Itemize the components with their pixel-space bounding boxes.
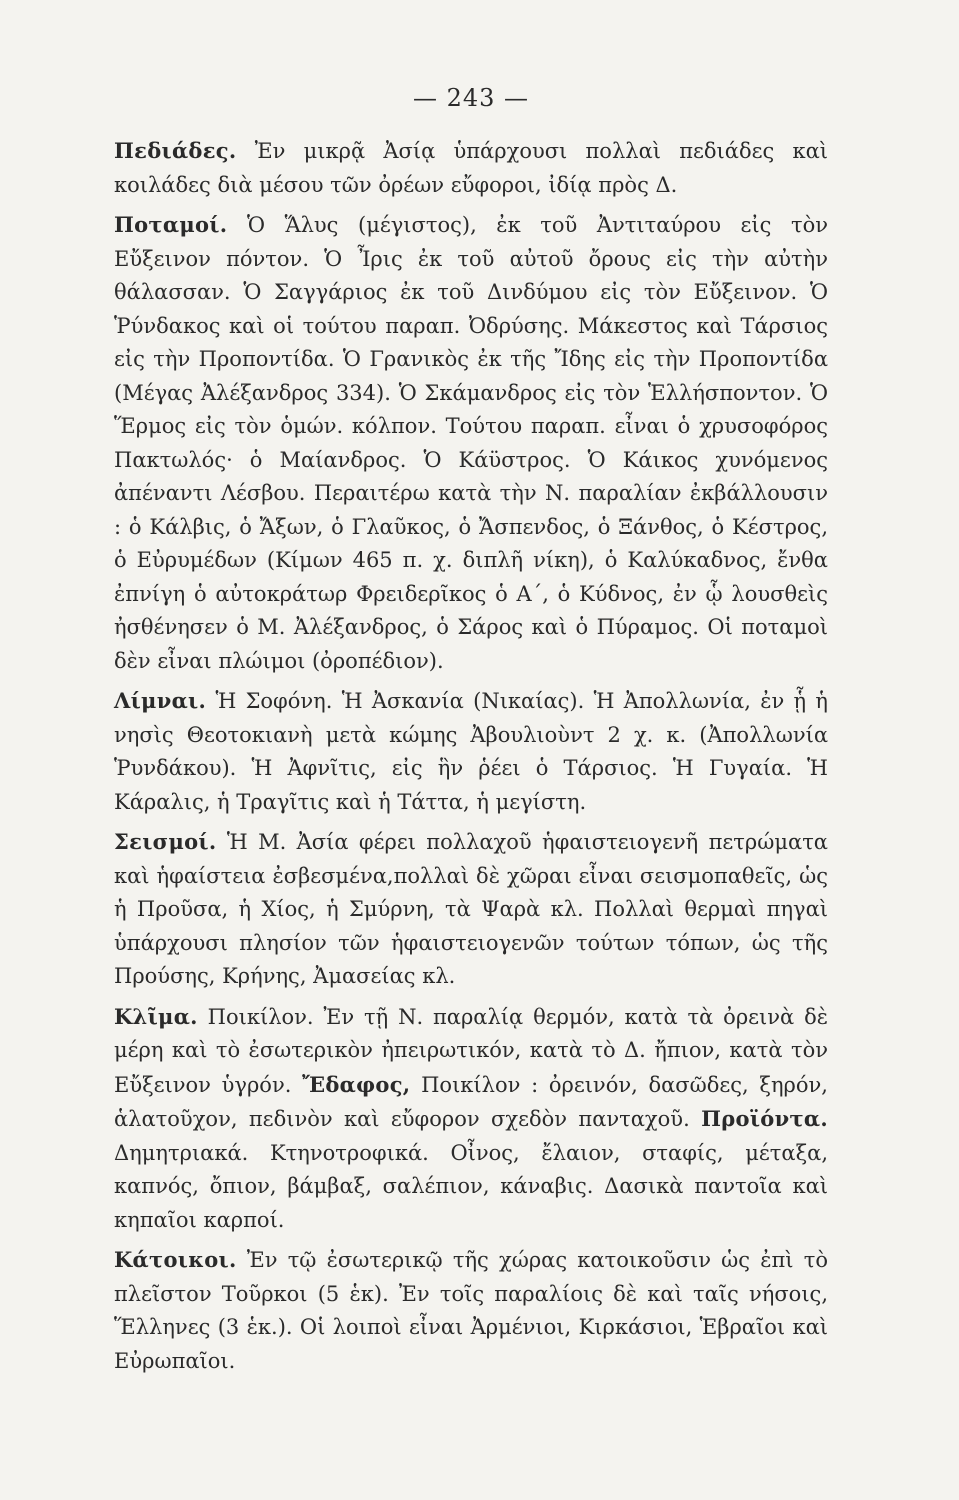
text-products: Δημητριακά. Κτηνοτροφικά. Οἶνος, ἔλαιον, σταφίς, μέταξα, καπνός, ὄπιον, βάμβαξ, σαλέπιον, κάναβις. Δασικὰ παντοῖα καὶ κηπαῖοι καρποί.	[114, 1140, 828, 1232]
heading-lakes: Λίμναι.	[114, 688, 207, 713]
page-body	[114, 80, 828, 1384]
text-climate: Ποικίλον. Ἐν τῇ Ν. παραλίᾳ θερμόν, κατὰ τὰ ὀρεινὰ δὲ μέρη καὶ τὸ ἐσωτερικὸν ἠπειρωτικόν, κατὰ τὸ Δ. ἤπιον, κατὰ τὸν Εὔξεινον ὑγρόν.	[114, 1004, 828, 1097]
text-plains: Ἐν μικρᾷ Ἀσίᾳ ὑπάρχουσι πολλαὶ πεδιάδες καὶ κοιλάδες διὰ μέσου τῶν ὀρέων εὔφοροι, ἰδίᾳ πρὸς Δ.	[114, 139, 828, 197]
text-soil: Ποικίλον : ὀρεινόν, δασῶδες, ξηρόν, ἁλατοῦχον, πεδινὸν καὶ εὔφορον σχεδὸν πανταχοῦ.	[114, 1072, 828, 1131]
section-earthquakes	[114, 825, 828, 994]
heading-earthquakes: Σεισμοί.	[114, 829, 217, 854]
section-rivers	[114, 208, 828, 678]
text-lakes: Ἡ Σοφόνη. Ἡ Ἀσκανία (Νικαίας). Ἡ Ἀπολλωνία, ἐν ᾗ ἡ νησὶς Θεοτοκιανὴ μετὰ κώμης Ἀβουλιοὺντ 2 χ. κ. (Ἀπολλωνία Ῥυνδάκου). Ἡ Ἀφνῖτις, εἰς ἣν ῥέει ὁ Τάρσιος. Ἡ Γυγαία. Ἡ Κάραλις, ἡ Τραγῖτις καὶ ἡ Τάττα, ἡ μεγίστη.	[114, 689, 828, 814]
text-inhabitants: Ἐν τῷ ἐσωτερικῷ τῆς χώρας κατοικοῦσιν ὡς ἐπὶ τὸ πλεῖστον Τοῦρκοι (5 ἑκ). Ἐν τοῖς παραλίοις δὲ καὶ ταῖς νήσοις, Ἕλληνες (3 ἑκ.). Οἱ λοιποὶ εἶναι Ἀρμένιοι, Κιρκάσιοι, Ἑβραῖοι καὶ Εὐρωπαῖοι.	[114, 1248, 828, 1373]
heading-climate: Κλῖμα.	[114, 1003, 198, 1029]
section-lakes	[114, 684, 828, 819]
heading-rivers: Ποταμοί.	[114, 212, 228, 237]
text-earthquakes: Ἡ Μ. Ἀσία φέρει πολλαχοῦ ἡφαιστειογενῆ πετρώματα καὶ ἡφαίστεια ἐσβεσμένα,πολλαὶ δὲ χῶραι εἶναι σεισμοπαθεῖς, ὡς ἡ Προῦσα, ἡ Χίος, ἡ Σμύρνη, τὰ Ψαρὰ κλ. Πολλαὶ θερμαὶ πηγαὶ ὑπάρχουσι πλησίον τῶν ἡφαιστειογενῶν τούτων τόπων, ὡς τῆς Προύσης, Κρήνης, Ἀμασείας κλ.	[114, 830, 828, 988]
section-inhabitants	[114, 1243, 828, 1378]
heading-soil: Ἔδαφος,	[302, 1071, 411, 1097]
section-plains	[114, 134, 828, 202]
page-number: — 243 —	[412, 84, 530, 112]
section-climate	[114, 1000, 828, 1238]
heading-products: Προϊόντα.	[701, 1106, 828, 1131]
heading-inhabitants: Κάτοικοι.	[114, 1247, 237, 1272]
heading-plains: Πεδιάδες.	[114, 138, 237, 163]
text-rivers: Ὁ Ἅλυς (μέγιστος), ἐκ τοῦ Ἀντιταύρου εἰς τὸν Εὔξεινον πόντον. Ὁ Ἶρις ἐκ τοῦ αὐτοῦ ὄρους εἰς τὴν αὐτὴν θάλασσαν. Ὁ Σαγγάριος ἐκ τοῦ Δινδύμου εἰς τὸν Εὔξεινον. Ὁ Ῥύνδακος καὶ οἱ τούτου παραπ. Ὀδρύσης. Μάκεστος καὶ Τάρσιος εἰς τὴν Προποντίδα. Ὁ Γρανικὸς ἐκ τῆς Ἴδης εἰς τὴν Προποντίδα (Μέγας Ἀλέξανδρος 334). Ὁ Σκάμανδρος εἰς τὸν Ἑλλήσποντον. Ὁ Ἕρμος εἰς τὸν ὁμών. κόλπον. Τούτου παραπ. εἶναι ὁ χρυσοφόρος Πακτωλός· ὁ Μαίανδρος. Ὁ Κάϋστρος. Ὁ Κάικος χυνόμενος ἀπέναντι Λέσβου. Περαιτέρω κατὰ τὴν Ν. παραλίαν ἐκβάλλουσιν : ὁ Κάλβις, ὁ Ἄξων, ὁ Γλαῦκος, ὁ Ἄσπενδος, ὁ Ξάνθος, ὁ Κέστρος, ὁ Εὐρυμέδων (Κίμων 465 π. χ. διπλῆ νίκη), ὁ Καλύκαδνος, ἔνθα ἐπνίγη ὁ αὐτοκράτωρ Φρειδερῖκος ὁ Α΄, ὁ Κύδνος, ἐν ᾧ λουσθεὶς ἠσθένησεν ὁ Μ. Ἀλέξανδρος, ὁ Σάρος καὶ ὁ Πύραμος. Οἱ ποταμοὶ δὲν εἶναι πλώιμοι (ὀροπέδιον).	[114, 213, 828, 673]
